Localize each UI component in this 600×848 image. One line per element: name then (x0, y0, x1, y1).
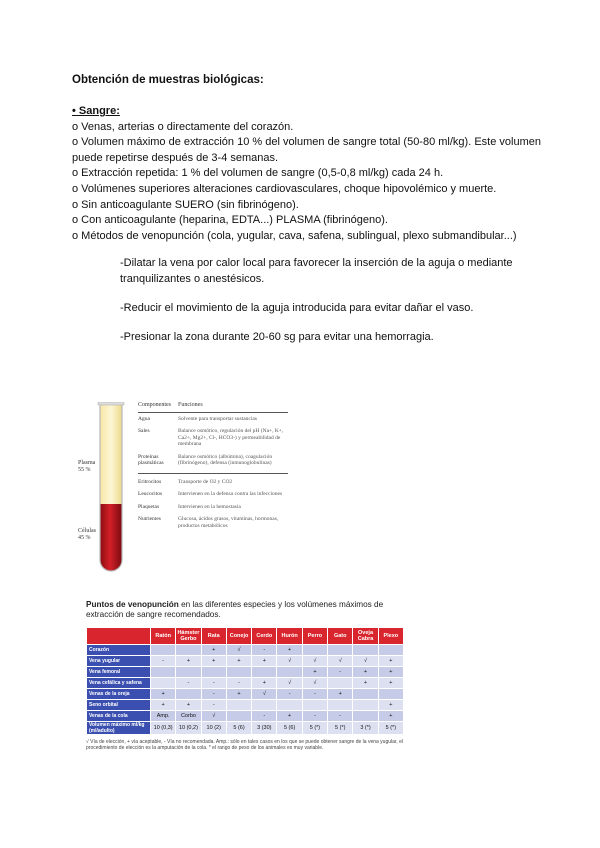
table-cell: - (277, 689, 302, 700)
component-row: Plaquetas Intervienen en la hemostasia (138, 503, 241, 510)
table-cell (353, 689, 378, 700)
table-cell: - (302, 689, 327, 700)
table-cell: 10 (0,2) (176, 722, 201, 735)
bullet-item: o Volúmenes superiores alteraciones cardiovasculares, choque hipovolémico y muerte. (72, 182, 497, 195)
component-row: Leucocitos Intervienen en la defensa contra las infecciones (138, 491, 283, 497)
table-cell (226, 700, 251, 711)
table-row (87, 645, 404, 656)
table-cell: + (176, 656, 201, 667)
bullet-item: o Métodos de venopunción (cola, yugular, cava, safena, sublingual, plexo submandibular...) (72, 229, 517, 242)
venopuncture-table (86, 627, 404, 735)
table-cell: 5 (6) (277, 722, 302, 735)
table-row (87, 667, 404, 678)
table-cell: 5 (6) (226, 722, 251, 735)
table-cell (151, 678, 176, 689)
blood-composition-figure (78, 392, 290, 582)
table-cell: + (277, 711, 302, 722)
tip-text: -Dilatar la vena por calor local para favorecer la inserción de la aguja o mediante tranquilizantes o anestésicos. (120, 257, 513, 285)
table-cell (378, 645, 403, 656)
site-label: Vena yugular (87, 656, 151, 667)
table-cell (277, 700, 302, 711)
plasma-layer (100, 404, 122, 504)
plasma-label: Plasma 55 % (78, 460, 96, 473)
table-row (87, 722, 404, 735)
venopuncture-figure (86, 600, 410, 768)
table-row (87, 711, 404, 722)
table-cell (176, 645, 201, 656)
venopuncture-title: Puntos de venopunción en las diferentes especies y los volúmenes máximos de extracción de sangre recomendados. (86, 600, 384, 619)
table-cell: - (201, 689, 226, 700)
component-row: Agua Solvente para transportar sustancias (138, 415, 257, 422)
species-header: Cerdo (252, 628, 277, 645)
table-cell: - (328, 667, 353, 678)
bullet-item: o Con anticoagulante (heparina, EDTA...) PLASMA (fibrinógeno). (72, 214, 388, 227)
table-cell: - (302, 711, 327, 722)
site-label: Venas de la cola (87, 711, 151, 722)
table-cell: - (226, 678, 251, 689)
table-cell: + (151, 700, 176, 711)
table-cell: + (252, 678, 277, 689)
table-cell (252, 667, 277, 678)
table-cell: + (302, 667, 327, 678)
table-cell: - (328, 711, 353, 722)
table-cell (302, 700, 327, 711)
tip-text: -Reducir el movimiento de la aguja introducida para evitar dañar el vaso. (120, 302, 474, 314)
table-cell (353, 711, 378, 722)
species-header: Perro (302, 628, 327, 645)
species-header: Conejo (226, 628, 251, 645)
table-cell: - (201, 678, 226, 689)
site-label: Venas de la oreja (87, 689, 151, 700)
page-title: Obtención de muestras biológicas: (72, 74, 264, 86)
table-cell (176, 689, 201, 700)
table-cell (277, 667, 302, 678)
components-divider (138, 473, 288, 474)
table-row (87, 678, 404, 689)
table-cell (328, 700, 353, 711)
table-cell (226, 667, 251, 678)
components-header: Componentes Funciones (138, 402, 288, 413)
tip-paragraph (120, 330, 540, 346)
site-label: Vena femoral (87, 667, 151, 678)
table-corner (87, 628, 151, 645)
table-cell: √ (328, 656, 353, 667)
site-label: Volumen máximo ml/kg (ml/adulto) (87, 722, 151, 735)
tip-paragraph (120, 301, 540, 317)
component-row: Sales Balance osmótico, regulación del pH (Na+, K+, Ca2+, Mg2+, Cl-, HCO3-) y permeabilidad de membrana (138, 428, 284, 447)
table-cell (302, 645, 327, 656)
table-cell: √ (353, 656, 378, 667)
site-label: Vena cefálica y safena (87, 678, 151, 689)
species-header: Plexo (378, 628, 403, 645)
species-header-row (87, 628, 404, 645)
table-cell (328, 678, 353, 689)
cells-layer (100, 504, 122, 571)
table-cell: - (252, 645, 277, 656)
table-cell: + (353, 678, 378, 689)
table-cell: + (226, 689, 251, 700)
component-row: Eritrocitos Transporte de O2 y CO2 (138, 478, 233, 485)
species-header: Ratón (151, 628, 176, 645)
table-cell: + (378, 667, 403, 678)
species-header: Oveja Cabra (353, 628, 378, 645)
table-cell: + (201, 656, 226, 667)
table-cell: + (252, 656, 277, 667)
table-cell: + (328, 689, 353, 700)
table-cell: 5 (*) (378, 722, 403, 735)
table-cell: Amp. (151, 711, 176, 722)
component-row: Proteínas plasmáticas Balance osmótico (albúmina), coagulación (fibrinógeno), defensa (inmunoglobulinas) (138, 453, 273, 466)
table-cell: + (378, 656, 403, 667)
table-row (87, 689, 404, 700)
table-row (87, 656, 404, 667)
table-cell: √ (302, 678, 327, 689)
table-cell: + (151, 689, 176, 700)
venopuncture-note: √ Vía de elección, + vía aceptable, - Vía no recomendada. Amp.: sólo en tales casos en los que se puede obtener sangre de la vena yugular, el procedimiento de elección es la amputación de la cola. * el rango de peso de los animales es muy variable. (86, 739, 403, 751)
bullet-item: o Extracción repetida: 1 % del volumen de sangre (0,5-0,8 ml/kg) cada 24 h. (72, 167, 444, 180)
species-header: Rata (201, 628, 226, 645)
table-cell (176, 667, 201, 678)
table-cell: + (378, 700, 403, 711)
table-cell: - (201, 700, 226, 711)
venopuncture-table-body (87, 645, 404, 735)
table-cell: - (252, 711, 277, 722)
species-header: Gato (328, 628, 353, 645)
table-cell: √ (252, 689, 277, 700)
table-cell: 10 (2) (201, 722, 226, 735)
site-label: Corazón (87, 645, 151, 656)
table-cell (353, 645, 378, 656)
table-cell: - (176, 678, 201, 689)
table-cell (378, 689, 403, 700)
table-cell: 3 (*) (353, 722, 378, 735)
table-cell: Corbo (176, 711, 201, 722)
site-label: Seno orbital (87, 700, 151, 711)
table-cell: + (378, 711, 403, 722)
table-cell (328, 645, 353, 656)
table-cell: + (353, 667, 378, 678)
table-cell: √ (201, 711, 226, 722)
table-cell (151, 645, 176, 656)
table-cell: + (176, 700, 201, 711)
sangre-section (72, 104, 552, 244)
bullet-item: o Venas, arterias o directamente del corazón. (72, 120, 294, 133)
table-cell (226, 711, 251, 722)
bullet-item: o Sin anticoagulante SUERO (sin fibrinógeno). (72, 198, 299, 211)
table-cell: 10 (0,3) (151, 722, 176, 735)
cells-label: Células 45 % (78, 528, 96, 541)
species-header: Hámster Gerbo (176, 628, 201, 645)
table-cell: + (201, 645, 226, 656)
table-cell (151, 667, 176, 678)
table-cell: √ (302, 656, 327, 667)
table-cell: √ (226, 645, 251, 656)
component-row: Nutrientes Glucosa, ácidos grasos, vitaminas, hormonas, productos metabólicos (138, 516, 279, 529)
table-cell (252, 700, 277, 711)
table-cell: √ (277, 656, 302, 667)
tube-rim (98, 402, 124, 405)
tip-text: -Presionar la zona durante 20-60 sg para evitar una hemorragia. (120, 331, 434, 343)
table-cell: - (151, 656, 176, 667)
table-cell: + (277, 645, 302, 656)
table-cell (201, 667, 226, 678)
tip-paragraph (120, 256, 540, 287)
table-cell: √ (277, 678, 302, 689)
table-cell (353, 700, 378, 711)
table-cell: + (378, 678, 403, 689)
bullet-item: o Volumen máximo de extracción 10 % del volumen de sangre total (50-80 ml/kg). Este volumen puede repetirse después de 3-4 semanas. (72, 136, 541, 164)
species-header: Hurón (277, 628, 302, 645)
table-row (87, 700, 404, 711)
components-table (138, 402, 288, 535)
test-tube-illustration (96, 402, 126, 572)
table-cell: 3 (30) (252, 722, 277, 735)
section-subheading: • Sangre: (72, 105, 120, 117)
table-cell: 5 (*) (302, 722, 327, 735)
table-cell: 5 (*) (328, 722, 353, 735)
table-cell: + (226, 656, 251, 667)
